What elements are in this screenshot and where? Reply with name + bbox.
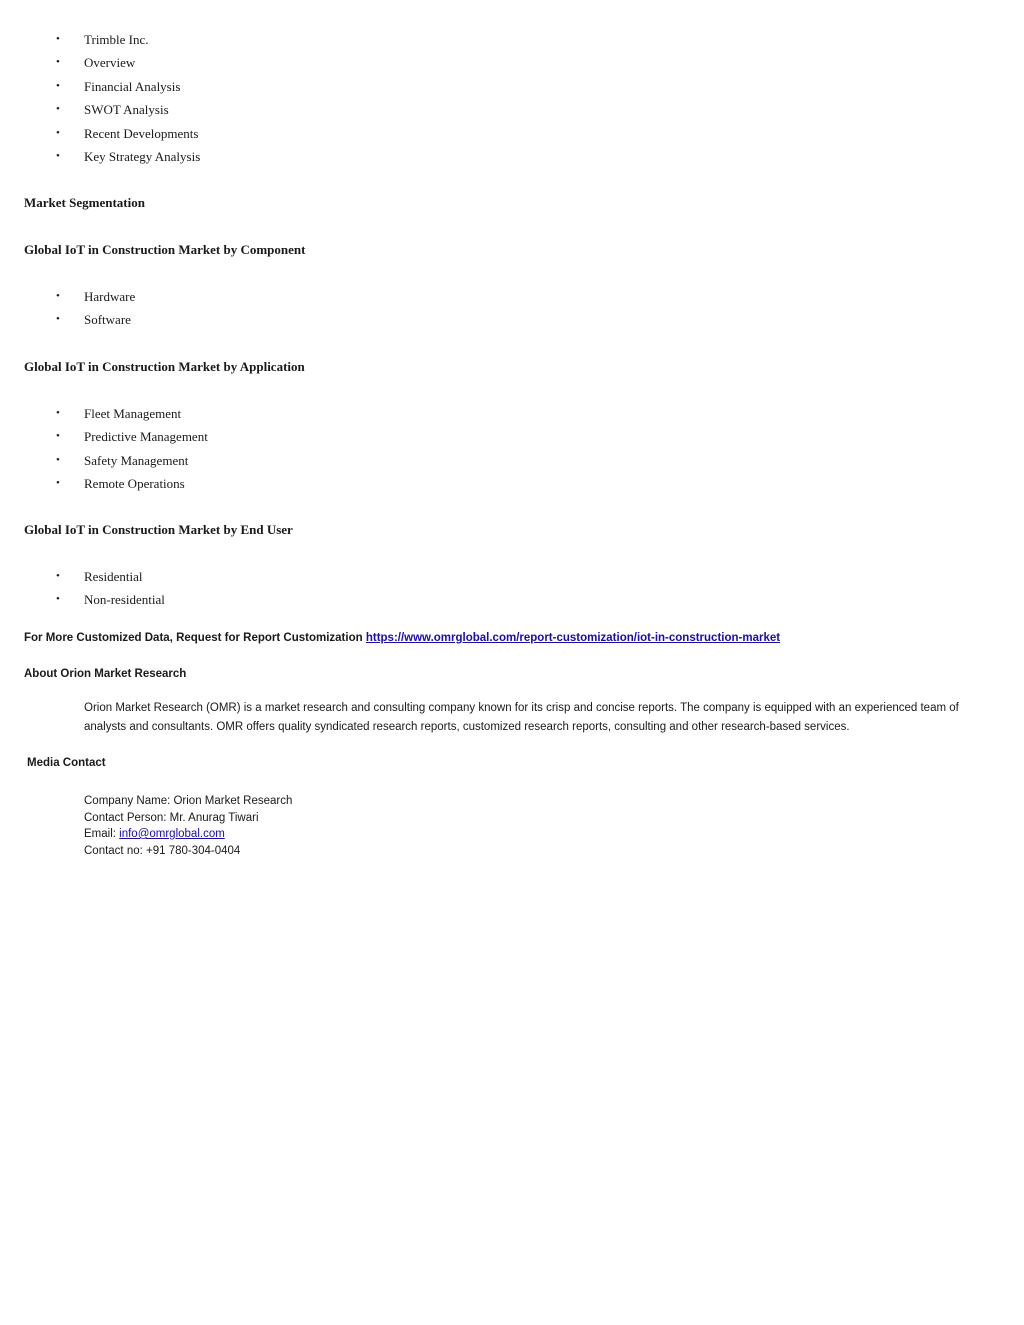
application-list [0, 402, 208, 496]
list-item-label: Fleet Management [84, 406, 182, 421]
list-item-label: Recent Developments [84, 125, 199, 141]
customization-link[interactable]: https://www.omrglobal.com/report-customization/iot-in-construction-market [365, 632, 781, 644]
email-link[interactable]: info@omrglobal.com [119, 828, 225, 840]
bullet-icon: • [56, 149, 60, 162]
bullet-icon: • [56, 407, 60, 419]
bullet-icon: • [56, 290, 60, 302]
bullet-icon: • [56, 56, 60, 69]
list-item [0, 51, 200, 74]
bullet-icon: • [56, 570, 60, 582]
list-item-label: Financial Analysis [84, 78, 181, 94]
list-item [0, 98, 200, 121]
list-item [0, 402, 208, 425]
list-item [0, 588, 165, 611]
list-item-label: Software [84, 312, 131, 328]
list-item [0, 472, 208, 495]
list-item-label: Remote Operations [84, 476, 185, 492]
list-item-label: Predictive Management [84, 429, 208, 445]
bullet-icon: • [56, 103, 60, 116]
bullet-icon: • [56, 33, 60, 45]
component-heading: Global IoT in Construction Market by Component [24, 242, 306, 257]
email-label: Email: [84, 828, 120, 840]
customization-line [24, 632, 780, 644]
list-item [0, 28, 200, 51]
end-user-list [0, 565, 165, 612]
list-item-label: Hardware [84, 289, 136, 304]
bullet-icon: • [56, 593, 60, 606]
company-profile-list [0, 28, 200, 168]
media-contact-block [84, 793, 292, 859]
application-heading: Global IoT in Construction Market by Application [24, 359, 305, 374]
list-item [0, 425, 208, 448]
list-item-label: Residential [84, 569, 143, 584]
media-contact-heading: Media Contact [27, 757, 106, 769]
list-item [0, 145, 200, 168]
list-item [0, 449, 208, 472]
list-item-label: Trimble Inc. [84, 32, 149, 47]
bullet-icon: • [56, 126, 60, 139]
contact-person-line: Contact Person: Mr. Anurag Tiwari [84, 811, 259, 824]
list-item-label: Key Strategy Analysis [84, 148, 201, 164]
about-heading: About Orion Market Research [24, 668, 187, 680]
end-user-heading: Global IoT in Construction Market by End User [24, 522, 293, 537]
bullet-icon: • [56, 430, 60, 443]
list-item-label: SWOT Analysis [84, 102, 169, 118]
customization-text: For More Customized Data, Request for Report Customization [24, 632, 363, 644]
list-item [0, 308, 135, 331]
email-line [84, 826, 292, 843]
market-segmentation-heading: Market Segmentation [24, 195, 145, 210]
list-item [0, 75, 200, 98]
phone-line: Contact no: +91 780-304-0404 [84, 844, 241, 857]
list-item-label: Overview [84, 55, 136, 71]
bullet-icon: • [56, 453, 60, 466]
bullet-icon: • [56, 313, 60, 326]
list-item-label: Safety Management [84, 452, 189, 468]
about-paragraph: Orion Market Research (OMR) is a market research and consulting company known for its crisp and concise reports. The company is equipped with an experienced team of analysts and consultants. OMR offers quality syndicated research reports, customized research reports, consulting and other research-based services. [84, 702, 959, 733]
bullet-icon: • [56, 79, 60, 92]
list-item [0, 565, 165, 588]
list-item [0, 285, 135, 308]
list-item [0, 122, 200, 145]
list-item-label: Non-residential [84, 592, 165, 608]
company-name-line: Company Name: Orion Market Research [84, 795, 293, 807]
bullet-icon: • [56, 477, 60, 490]
component-list [0, 285, 135, 332]
